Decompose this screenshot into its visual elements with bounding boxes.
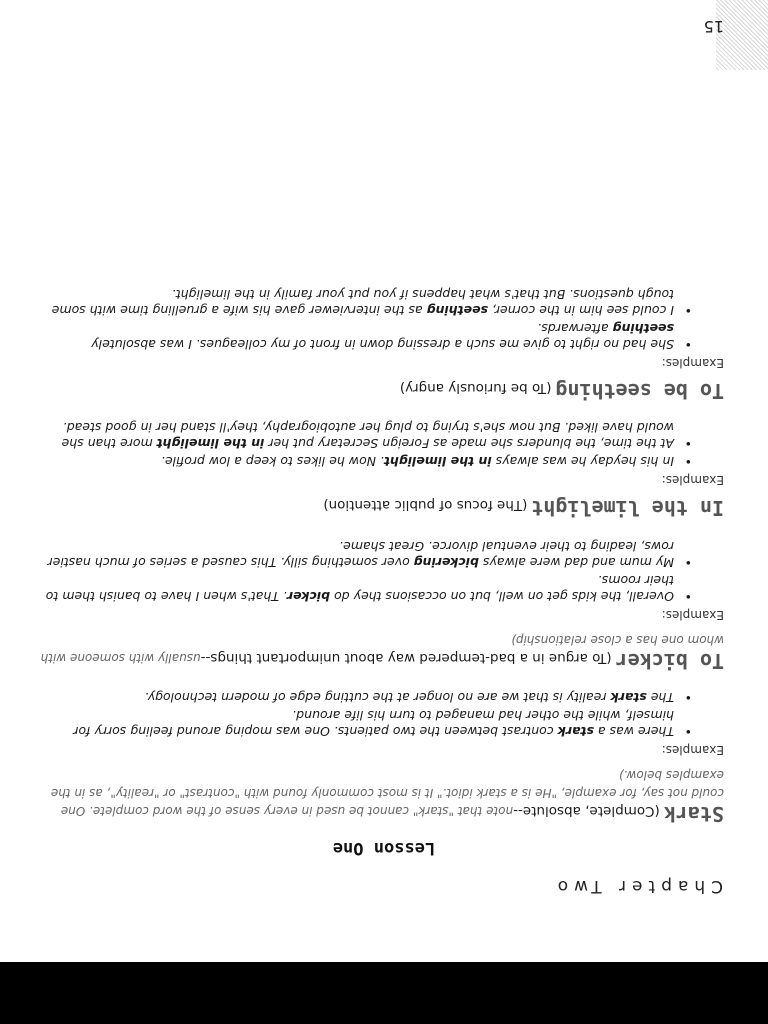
vocab-entry — [40, 419, 724, 520]
definition: (To argue in a bad-tempered way about unimportant things-- — [200, 650, 612, 666]
examples-list — [40, 286, 724, 352]
example-sentence: • At the time, the blunders she made as Foreign Secretary put her in the limelight more than she would have liked. But now she's trying to plug her autobiography, they'll stand her in good stead. — [40, 419, 690, 451]
definition-note: note that "stark" cannot be used in every sense of the word complete. One could not say, for example, "He is a stark idiot." It is most commonly found with "contrast" or "reality", as in the examples below.) — [50, 768, 724, 818]
vocabulary-list — [40, 284, 724, 826]
keyword: in the limelight — [384, 454, 492, 469]
example-sentence: • In his heyday he was always in the limelight. Now he likes to keep a low profile. — [40, 453, 690, 469]
example-sentence: • She had no right to give me such a dressing down in front of my colleagues. I was absolutely seething afterwards. — [40, 320, 690, 352]
entry-heading — [40, 766, 724, 826]
definition: (The focus of public attention) — [323, 497, 528, 513]
page-number: 15 — [703, 17, 724, 36]
keyword: bicker — [286, 589, 331, 604]
examples-label: Examples: — [661, 608, 724, 622]
keyword: bickering — [413, 555, 479, 570]
keyword: seething — [426, 303, 489, 318]
vocab-word: To be seething — [555, 379, 724, 403]
vocab-entry — [40, 689, 724, 826]
definition-note: usually with someone with whom one has a close relationship) — [40, 633, 724, 665]
keyword: stark — [610, 690, 647, 705]
keyword: in the limelight — [156, 436, 265, 451]
lesson-title: Lesson One — [332, 838, 436, 858]
keyword: seething — [612, 321, 674, 336]
example-sentence: • I could see him in the corner, seething as the interviewer gave his wife a gruelling time with some tough questions. But that's what happens if you put your family in the limelight. — [40, 286, 690, 318]
vocab-entry — [40, 286, 724, 403]
definition: (To be furiously angry) — [399, 380, 552, 396]
vocab-word: To bicker — [615, 649, 724, 673]
chapter-heading: Chapter Two — [551, 876, 723, 896]
entry-heading — [40, 496, 724, 520]
vocab-word: In the limelight — [531, 496, 724, 520]
example-sentence: • Overall, the kids get on well, but on occasions they do bicker. That's when I have to banish them to their rooms. — [40, 572, 690, 604]
entry-heading — [40, 379, 724, 403]
keyword: stark — [557, 724, 594, 739]
examples-list — [40, 538, 724, 604]
examples-label: Examples: — [661, 743, 724, 757]
examples-label: Examples: — [661, 473, 724, 487]
examples-label: Examples: — [661, 356, 724, 370]
vocab-word: Stark — [663, 802, 724, 826]
example-sentence: • The stark reality is that we are no longer at the cutting edge of modern technology. — [40, 689, 690, 705]
vocab-entry — [40, 538, 724, 673]
entry-heading — [40, 631, 724, 673]
examples-list — [40, 689, 724, 739]
example-sentence: • My mum and dad were always bickering over something silly. This caused a series of much nastier rows, leading to their eventual divorce. Great shame. — [40, 538, 690, 570]
definition: (Complete, absolute-- — [513, 803, 660, 819]
examples-list — [40, 419, 724, 469]
example-sentence: • There was a stark contrast between the two patients. One was moping around feeling sorry for himself, while the other had managed to turn his life around. — [40, 707, 690, 739]
scanner-black-border — [0, 962, 768, 1024]
